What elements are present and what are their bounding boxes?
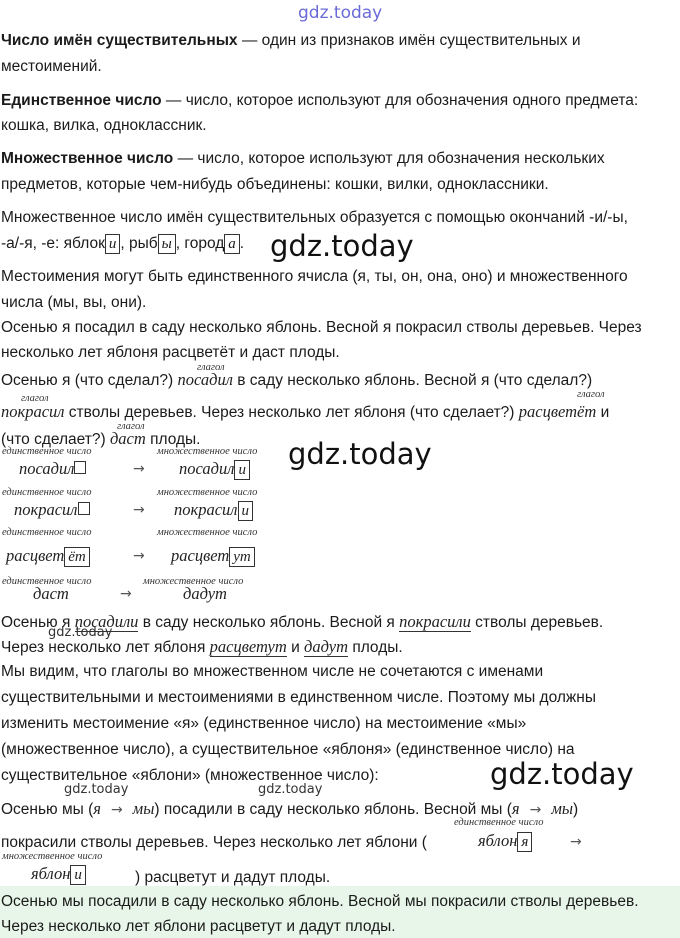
verbs-line2: покрасил стволы деревьев. Через несколько лет яблоня (что сделает?) расцветёт и [1,402,610,421]
replacement-line1: Осенью мы (я → мы) посадили в саду несколько яблонь. Весной мы (я → мы) [1,799,579,818]
answer-line1: Осенью мы посадили в саду несколько яблонь. Весной мы покрасили стволы деревьев. [1,893,639,910]
singular-verb: расцвет ёт [6,546,90,567]
answer-line2: Через несколько лет яблони расцветут и дадут плоды. [1,918,396,935]
label-singular: единственное число [2,487,92,498]
label-plural: множественное число [157,487,258,498]
original-text-cont: несколько лет яблоня расцветёт и даст плоды. [1,344,340,361]
watermark-top: gdz.today [298,3,383,23]
plural-verb: дадут [183,584,227,603]
label-singular: единственное число [454,817,544,828]
pronouns-text: Местоимения могут быть единственного ячисла (я, ты, он, она, оно) и множественного [1,268,628,285]
plural-verb: посадил и [179,459,250,480]
ending-box: ы [158,234,176,254]
watermark: gdz.today [490,757,634,791]
noun-singular: яблон я [478,831,532,852]
plural-verbs-line2: Через несколько лет яблоня расцветут и дадут плоды. [1,637,403,656]
plural-endings-text: Множественное число имён существительных образуется с помощью окончаний -и/-ы, [1,209,628,226]
explanation-line2: существительными и местоимениями в единственном числе. Поэтому мы должны [1,689,596,706]
tag-verb: глагол [197,362,225,373]
empty-ending-box [74,461,86,474]
arrow-icon: → [133,461,145,477]
empty-ending-box [78,502,90,515]
replacement-line2: покрасили стволы деревьев. Через несколько лет яблони ( [1,834,427,851]
ending-box: и [105,234,121,254]
explanation-line1: Мы видим, что глаголы во множественном числе не сочетаются с именами [1,663,544,680]
explanation-line3: изменить местоимение «я» (единственное число) на местоимение «мы» [1,715,527,732]
plural-endings-examples: -а/-я, -е: яблок и , рыб ы , город а . [1,235,245,252]
plural-verb: расцвет ут [171,546,255,567]
arrow-icon: → [529,802,542,818]
watermark: gdz.today [288,437,432,471]
noun-plural: яблон и [31,864,86,885]
verbs-line1: Осенью я (что сделал?) посадил в саду несколько яблонь. Весной я (что сделал?) [1,370,593,389]
definition-singular-cont: кошка, вилка, одноклассник. [1,117,207,134]
arrow-icon: → [133,548,145,564]
singular-verb: посадил [19,459,86,479]
singular-verb: даст [33,584,69,603]
plural-verbs-line1: Осенью я посадили в саду несколько яблонь. Весной я покрасили стволы деревьев. [1,612,604,631]
verbs-line3: (что сделает?) даст плоды. [1,429,201,448]
arrow-icon: → [570,834,582,850]
arrow-icon: → [133,502,145,518]
tag-verb: глагол [117,421,145,432]
label-plural: множественное число [143,576,244,587]
replacement-line3: ) расцветут и дадут плоды. [135,869,331,886]
pronouns-text-cont: числа (мы, вы, они). [1,294,147,311]
original-text: Осенью я посадил в саду несколько яблонь. Весной я покрасил стволы деревьев. Через [1,319,642,336]
singular-verb: покрасил [14,500,90,520]
label-singular: единственное число [2,527,92,538]
plural-verb: покрасил и [174,500,253,521]
watermark: gdz.today [64,782,129,797]
explanation-line4: (множественное число), а существительное «яблоня» (единственное число) на [1,741,575,758]
definition-number-cont: местоимений. [1,58,102,75]
explanation-line5: существительное «яблони» (множественное число): [1,767,379,784]
definition-plural: Множественное число — число, которое используют для обозначения нескольких [1,150,605,167]
definition-singular: Единственное число — число, которое используют для обозначения одного предмета: [1,92,639,109]
tag-verb: глагол [21,393,49,404]
ending-box: а [224,234,240,254]
arrow-icon: → [110,802,123,818]
arrow-icon: → [120,586,132,602]
label-plural: множественное число [157,446,258,457]
label-singular: единственное число [2,446,92,457]
label-plural: множественное число [2,851,103,862]
watermark: gdz.today [270,229,414,263]
label-singular: единственное число [2,576,92,587]
watermark: gdz.today [48,625,113,640]
definition-plural-cont: предметов, которые чем-нибудь объединены: кошки, вилки, одноклассники. [1,176,549,193]
label-plural: множественное число [157,527,258,538]
definition-number: Число имён существительных — один из признаков имён существительных и [1,32,581,49]
watermark: gdz.today [258,782,323,797]
tag-verb: глагол [577,389,605,400]
